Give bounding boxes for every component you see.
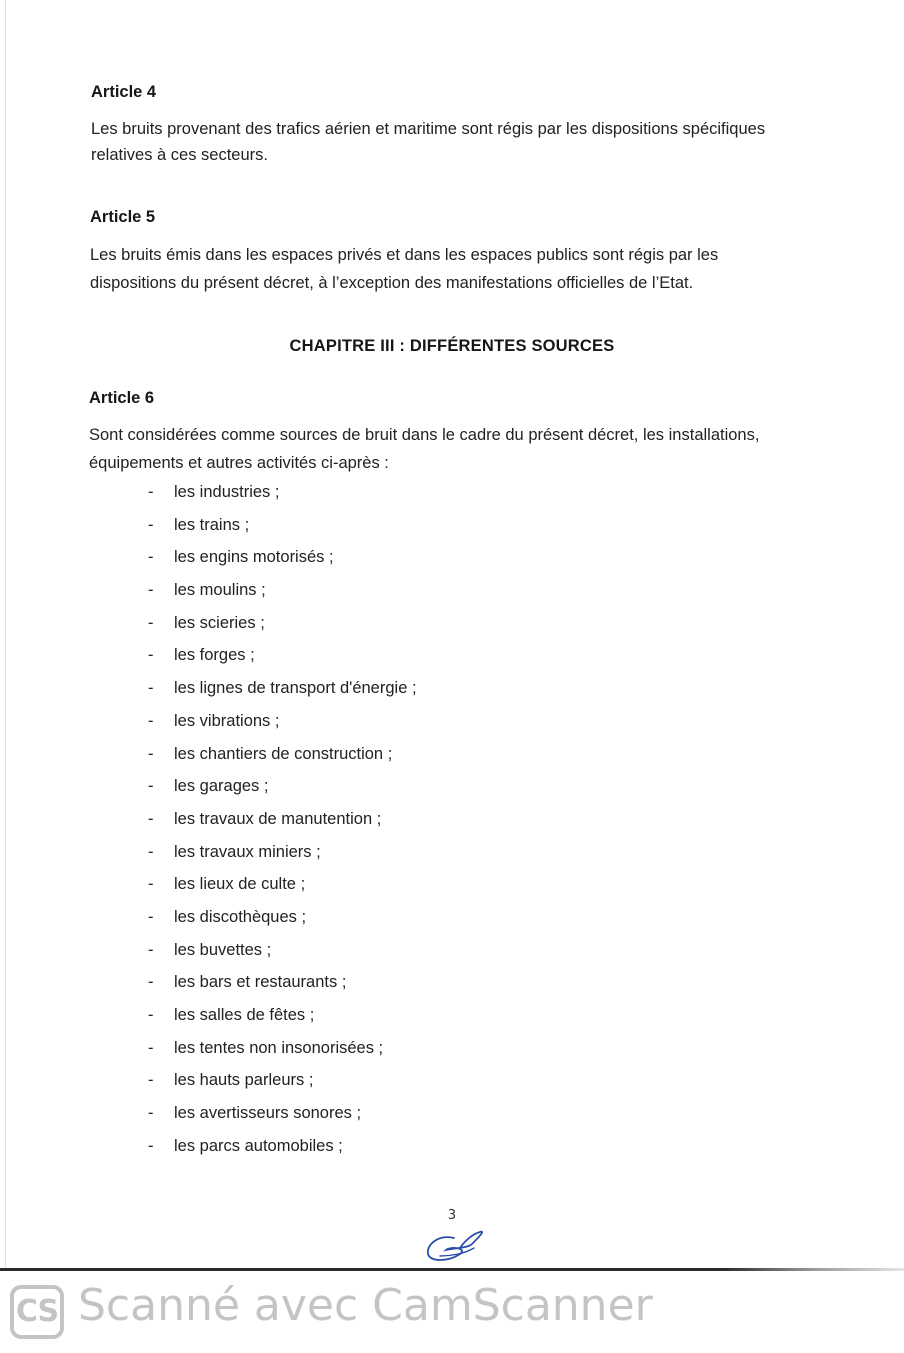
list-dash: - xyxy=(148,613,154,632)
list-dash: - xyxy=(148,548,154,567)
list-item xyxy=(140,1039,417,1072)
list-item xyxy=(140,614,417,647)
list-item-text: les bars et restaurants ; xyxy=(174,973,347,992)
list-item xyxy=(140,1104,417,1137)
article-5-heading: Article 5 xyxy=(90,208,156,226)
noise-sources-list xyxy=(140,483,417,1169)
list-dash: - xyxy=(148,1006,154,1024)
list-item-text: les lieux de culte ; xyxy=(174,875,306,894)
list-item xyxy=(140,679,417,712)
list-item-text: les garages ; xyxy=(174,777,269,796)
list-item xyxy=(140,745,417,778)
list-item-text: les industries ; xyxy=(174,483,280,501)
list-item xyxy=(140,646,417,679)
list-item xyxy=(140,1006,417,1039)
list-item-text: les forges ; xyxy=(174,646,255,665)
list-item-text: les engins motorisés ; xyxy=(174,548,334,567)
list-dash: - xyxy=(148,875,154,894)
list-dash: - xyxy=(148,483,154,501)
scanner-watermark-text: Scanné avec CamScanner xyxy=(78,1280,653,1331)
list-item xyxy=(140,712,417,745)
list-dash: - xyxy=(148,646,154,665)
list-dash: - xyxy=(148,515,154,534)
list-item-text: les scieries ; xyxy=(174,613,265,632)
list-dash: - xyxy=(148,1038,154,1057)
list-dash: - xyxy=(148,744,154,763)
list-dash: - xyxy=(148,1071,154,1090)
list-item-text: les buvettes ; xyxy=(174,940,272,959)
list-item-text: les avertisseurs sonores ; xyxy=(174,1104,362,1123)
list-dash: - xyxy=(148,907,154,926)
list-item xyxy=(140,483,417,516)
list-item-text: les chantiers de construction ; xyxy=(174,744,393,763)
article-6-line-1: Sont considérées comme sources de bruit dans le cadre du présent décret, les installations, xyxy=(89,426,760,444)
list-item-text: les moulins ; xyxy=(174,581,266,600)
list-dash: - xyxy=(148,679,154,698)
article-4-heading: Article 4 xyxy=(91,83,157,101)
bottom-rule xyxy=(0,1268,904,1271)
list-item xyxy=(140,548,417,581)
page-number: 3 xyxy=(447,1208,457,1223)
handwritten-initials xyxy=(420,1226,490,1271)
article-4-line-1: Les bruits provenant des trafics aérien et maritime sont régis par les dispositions spécifiques xyxy=(91,120,766,138)
article-5-line-1: Les bruits émis dans les espaces privés et dans les espaces publics sont régis par les xyxy=(90,246,719,264)
list-item xyxy=(140,973,417,1006)
list-dash: - xyxy=(148,809,154,828)
list-item xyxy=(140,908,417,941)
list-item-text: les discothèques ; xyxy=(174,907,307,926)
list-dash: - xyxy=(148,1136,154,1155)
list-dash: - xyxy=(148,973,154,992)
list-dash: - xyxy=(148,1104,154,1123)
list-item-text: les lignes de transport d'énergie ; xyxy=(174,679,417,698)
list-item xyxy=(140,810,417,843)
list-item xyxy=(140,581,417,614)
list-item-text: les vibrations ; xyxy=(174,711,280,730)
list-item-text: les travaux miniers ; xyxy=(174,842,321,861)
list-item xyxy=(140,1137,417,1170)
list-dash: - xyxy=(148,842,154,861)
camscanner-logo-icon: CS xyxy=(10,1285,64,1339)
list-dash: - xyxy=(148,581,154,600)
list-item xyxy=(140,875,417,908)
page-edge xyxy=(5,0,6,1270)
list-item xyxy=(140,843,417,876)
article-6-heading: Article 6 xyxy=(89,389,155,407)
article-5-line-2: dispositions du présent décret, à l’exception des manifestations officielles de l’Etat. xyxy=(90,274,694,292)
list-dash: - xyxy=(148,940,154,959)
list-item-text: les travaux de manutention ; xyxy=(174,809,382,828)
list-dash: - xyxy=(148,777,154,796)
list-item-text: les trains ; xyxy=(174,515,250,534)
list-item-text: les tentes non insonorisées ; xyxy=(174,1038,384,1057)
list-item xyxy=(140,1071,417,1104)
list-dash: - xyxy=(148,711,154,730)
list-item-text: les salles de fêtes ; xyxy=(174,1006,315,1024)
article-4-line-2: relatives à ces secteurs. xyxy=(91,146,268,164)
list-item xyxy=(140,516,417,549)
list-item xyxy=(140,777,417,810)
list-item-text: les hauts parleurs ; xyxy=(174,1071,314,1090)
list-item xyxy=(140,941,417,974)
chapter-title: CHAPITRE III : DIFFÉRENTES SOURCES xyxy=(289,337,615,355)
list-item-text: les parcs automobiles ; xyxy=(174,1136,343,1155)
article-6-line-2: équipements et autres activités ci-après : xyxy=(89,454,389,472)
